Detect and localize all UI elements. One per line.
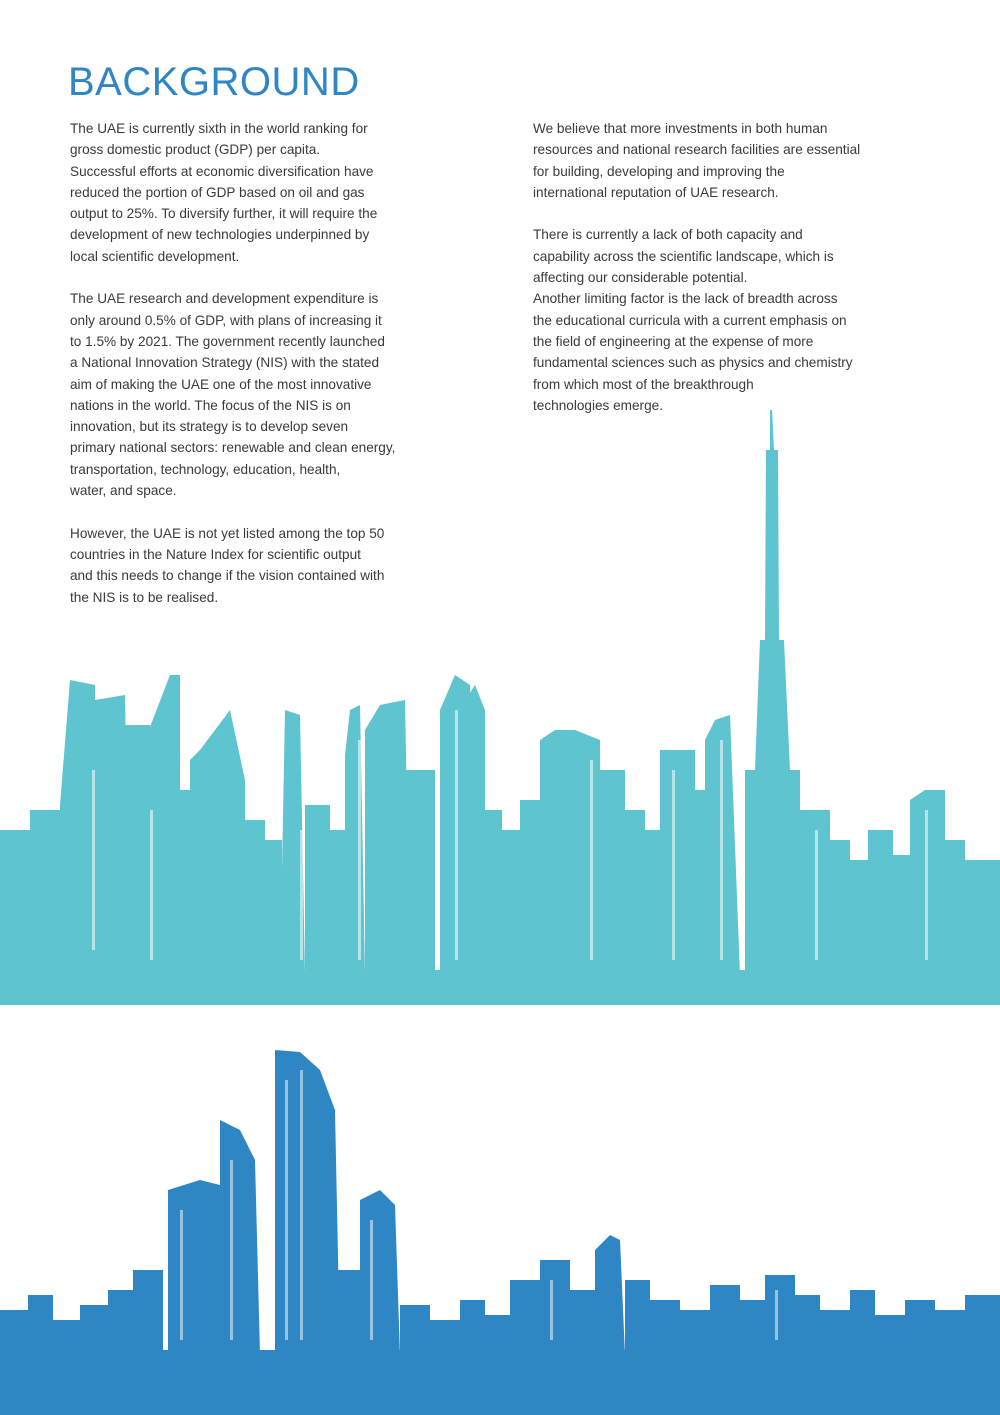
dubai-skyline-illustration [0, 410, 1000, 1005]
paragraph-gdp-ranking: The UAE is currently sixth in the world ranking for gross domestic product (GDP) per capita. Successful efforts at economic diversification have reduced the portion of GDP based on oil and gas output to 25%. To diversify further, it will require the development of new technologies underpinned by local scientific development. [70, 121, 378, 264]
paragraph-nature-index: However, the UAE is not yet listed among the top 50 countries in the Nature Index for scientific output and this needs to change if the vision contained with the NIS is to be realised. [70, 525, 385, 605]
abu-dhabi-skyline-illustration [0, 1050, 1000, 1415]
paragraph-curricula: Another limiting factor is the lack of breadth across the educational curricula with a current emphasis on the field of engineering at the expense of more fundamental sciences such as physics and chemistry from which most of the breakthrough technologies emerge. [533, 291, 853, 413]
paragraph-rd-expenditure: The UAE research and development expenditure is only around 0.5% of GDP, with plans of increasing it to 1.5% by 2021. The government recently launched a National Innovation Strategy (NIS) with the stated aim of making the UAE one of the most innovative nations in the world. The focus of the NIS is on innovation, but its strategy is to develop seven primary national sectors: renewable and clean energy, transportation, technology, education, health, water, and space. [70, 291, 396, 499]
paragraph-capacity-lack: There is currently a lack of both capacity and capability across the scientific landscape, which is affecting our considerable potential. [533, 227, 834, 286]
page-title: BACKGROUND [68, 60, 360, 104]
right-text-column [533, 118, 928, 437]
paragraph-investments: We believe that more investments in both human resources and national research facilities are essential for building, developing and improving the international reputation of UAE research. [533, 121, 861, 200]
